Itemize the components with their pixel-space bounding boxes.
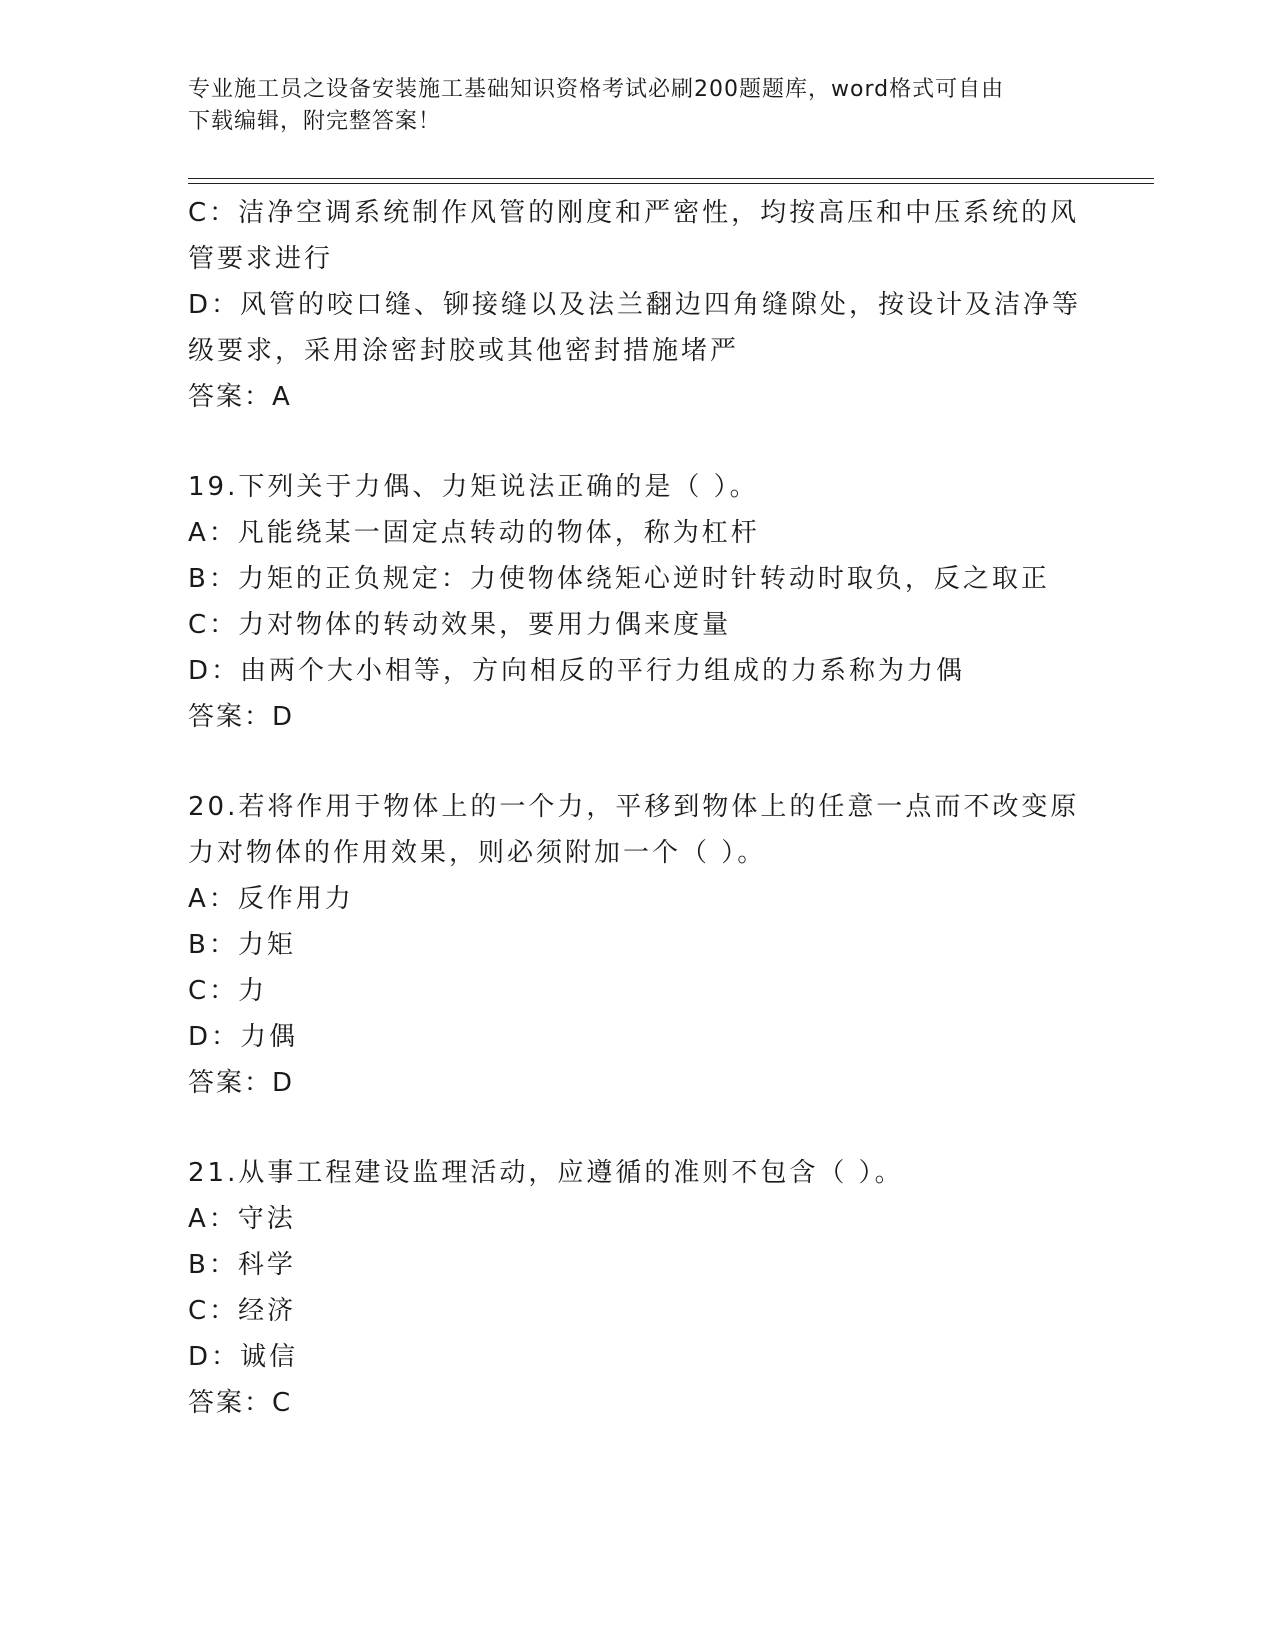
- answer-line: 答案：C: [188, 1388, 293, 1418]
- option-d: D：力偶: [188, 1022, 299, 1052]
- answer-line: 答案：D: [188, 702, 295, 732]
- question-stem: 21.从事工程建设监理活动，应遵循的准则不包含（ ）。: [188, 1158, 904, 1188]
- option-d-line-2: 级要求，采用涂密封胶或其他密封措施堵严: [188, 336, 740, 366]
- option-b: B：力矩的正负规定：力使物体绕矩心逆时针转动时取负，反之取正: [188, 564, 1050, 594]
- header-title-line-1: 专业施工员之设备安装施工基础知识资格考试必刷200题题库，word格式可自由: [188, 77, 1005, 102]
- question-19: [188, 464, 1088, 740]
- option-b: B：力矩: [188, 930, 296, 960]
- spacer: [188, 1106, 1088, 1150]
- option-d: D：诚信: [188, 1342, 299, 1372]
- question-21: [188, 1150, 1088, 1426]
- question-20: [188, 784, 1088, 1106]
- option-d-line-1: D：风管的咬口缝、铆接缝以及法兰翻边四角缝隙处，按设计及洁净等: [188, 290, 1082, 320]
- question-stem: 19.下列关于力偶、力矩说法正确的是（ ）。: [188, 472, 759, 502]
- option-c: C：力对物体的转动效果，要用力偶来度量: [188, 610, 732, 640]
- spacer: [188, 740, 1088, 784]
- option-b: B：科学: [188, 1250, 296, 1280]
- header-divider-bottom: [188, 183, 1154, 184]
- option-a: A：守法: [188, 1204, 296, 1234]
- option-c: C：经济: [188, 1296, 297, 1326]
- option-a: A：反作用力: [188, 884, 354, 914]
- spacer: [188, 420, 1088, 464]
- header-title-line-2: 下载编辑，附完整答案！: [188, 109, 442, 134]
- option-d: D：由两个大小相等，方向相反的平行力组成的力系称为力偶: [188, 656, 966, 686]
- header-divider-top: [188, 178, 1154, 179]
- question-list: [188, 190, 1088, 1426]
- option-c: C：力: [188, 976, 268, 1006]
- question-18-continued: [188, 190, 1088, 420]
- option-c-line-1: C：洁净空调系统制作风管的刚度和严密性，均按高压和中压系统的风: [188, 198, 1080, 228]
- answer-line: 答案：D: [188, 1068, 295, 1098]
- document-header: [188, 74, 1068, 138]
- question-stem-line-1: 20.若将作用于物体上的一个力，平移到物体上的任意一点而不改变原: [188, 792, 1080, 822]
- question-stem-line-2: 力对物体的作用效果，则必须附加一个（ ）。: [188, 838, 767, 868]
- option-a: A：凡能绕某一固定点转动的物体，称为杠杆: [188, 518, 760, 548]
- option-c-line-2: 管要求进行: [188, 244, 334, 274]
- answer-line: 答案：A: [188, 382, 292, 412]
